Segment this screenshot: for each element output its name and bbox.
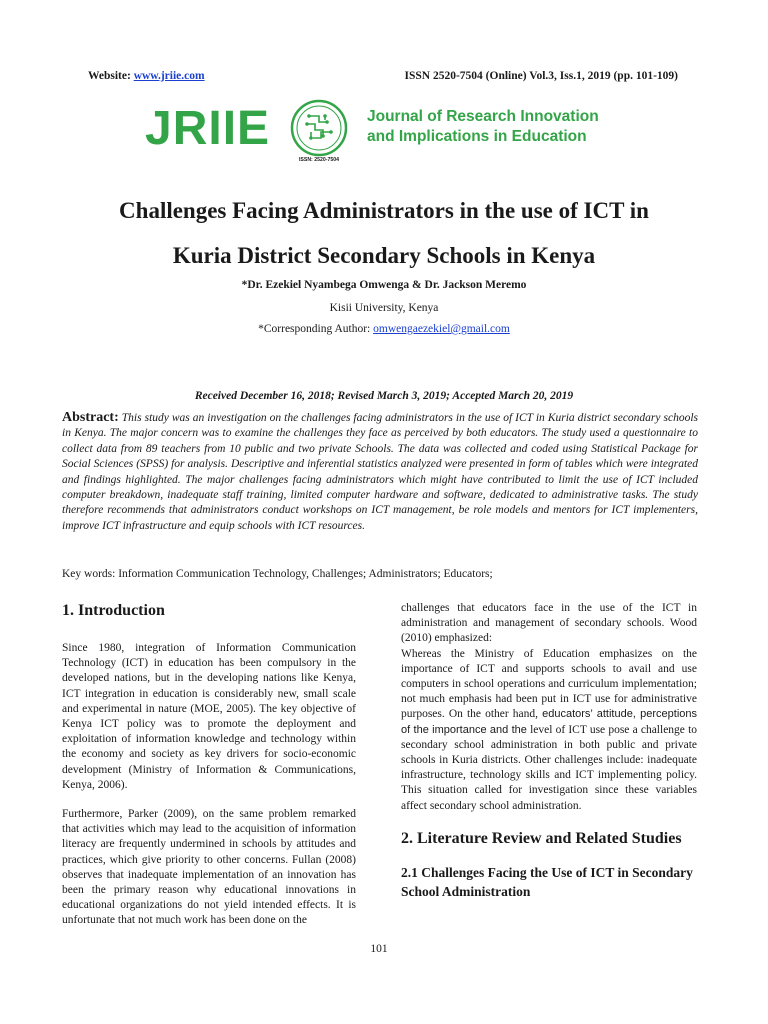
corresponding-email-link[interactable]: omwengaezekiel@gmail.com: [373, 323, 510, 335]
paper-title-line2: Kuria District Secondary Schools in Kenya: [172, 243, 596, 268]
keywords: Key words: Information Communication Technology, Challenges; Administrators; Educators;: [62, 568, 493, 580]
journal-name-line2: and Implications in Education: [367, 128, 587, 145]
issn-line: ISSN 2520-7504 (Online) Vol.3, Iss.1, 2019 (pp. 101-109): [404, 70, 678, 82]
author-line: *Dr. Ezekiel Nyambega Omwenga & Dr. Jackson Meremo: [241, 279, 527, 291]
right-paragraph-2-part2: educators’ attitude, perceptions of the importance and the: [401, 708, 697, 736]
intro-paragraph-1: Since 1980, integration of Information Communication Technology (ICT) in education has been compulsory in the developed nations, but in the developing nations like Kenya, ICT integration in education is considerably new, small scale and experimental in nature (MOE, 2005). The key objective of Kenya ICT policy was to promote the deployment and exploitation of information knowledge and technology within the economy and society as key drivers for socio-economic development (Ministry of Information & Communications, Kenya, 2006).: [62, 642, 356, 791]
section-heading-introduction: 1. Introduction: [62, 602, 165, 619]
website-line: [88, 70, 205, 82]
left-column: [62, 601, 356, 943]
journal-logo-letters: JRIIE: [145, 102, 271, 155]
section-heading-literature-review: 2. Literature Review and Related Studies: [401, 829, 682, 847]
corresponding-label: *Corresponding Author:: [258, 323, 374, 335]
affiliation: Kisii University, Kenya: [329, 302, 439, 314]
abstract-label: Abstract:: [62, 410, 119, 425]
journal-masthead: [145, 97, 625, 167]
right-paragraph-1: challenges that educators face in the use of the ICT in administration and management of secondary schools. Wood (2010) emphasized:: [401, 602, 697, 645]
right-paragraph-2-part3: level of ICT use pose a challenge to secondary school administration in both public and private schools in Kuria districts. Other challenges include: inadequate infrastructure, technology skills and ICT implementing policy. This situation called for investigation since these variables affect secondary school administration.: [401, 723, 698, 812]
website-label: Website:: [88, 70, 134, 82]
running-header: [88, 70, 678, 86]
journal-name: [367, 107, 599, 147]
page-number: 101: [370, 943, 388, 955]
paper-title: [40, 188, 728, 278]
right-paragraph-2-part1: Whereas the Ministry of Education emphasizes on the importance of ICT and supports schools to avail and use computers in school operations and curriculum implementation; not much emphasis had been put in ICT use for administrative purposes. On the other hand,: [401, 647, 697, 721]
subsection-heading-2-1: 2.1 Challenges Facing the Use of ICT in Secondary School Administration: [401, 864, 693, 899]
abstract-text: This study was an investigation on the challenges facing administrators in the use of ICT in Kuria district secondary schools in Kenya. The major concern was to examine the challenges they face as perceived by both educators. The study used a questionnaire to collect data from 89 teachers from 10 public and two private Schools. The data was collected and coded using Statistical Package for Social Sciences (SPSS) for analysis. Descriptive and inferential statistics analyzed were presented in form of tables which were integrated and findings highlighted. The major challenges facing administrators which might have contributed to limit the use of ICT included computer breakdown, inadequate staff training, limited computer hardware and software, dedicated to administrative tasks. The study therefore recommends that administrators conduct workshops on ICT management, be role models and mentors for ICT implementers, improve ICT infrastructure and equip schools with ICT resources.: [62, 412, 699, 532]
right-paragraph-2: [401, 647, 697, 814]
journal-name-line1: Journal of Research Innovation: [367, 108, 599, 125]
journal-seal-logo: [287, 98, 351, 164]
paper-title-line1: Challenges Facing Administrators in the use of ICT in: [119, 198, 649, 223]
intro-paragraph-2: Furthermore, Parker (2009), on the same problem remarked that activities which may lead to the acquisition of information literacy are frequently undermined in schools by attitudes and practices, which give priority to other concerns. Fullan (2008) observes that inadequate implementation of an innovation has been the primary reason why educational innovations in educational organizations do not yield intended effects. It is unfortunate that not much work has been done on the: [62, 808, 356, 927]
corresponding-author: [40, 323, 728, 335]
right-column: [401, 601, 697, 901]
abstract: [62, 410, 698, 534]
publication-dates: Received December 16, 2018; Revised March 3, 2019; Accepted March 20, 2019: [194, 390, 574, 402]
seal-issn-text: ISSN: 2520-7504: [298, 157, 340, 163]
website-link[interactable]: www.jriie.com: [133, 70, 205, 82]
